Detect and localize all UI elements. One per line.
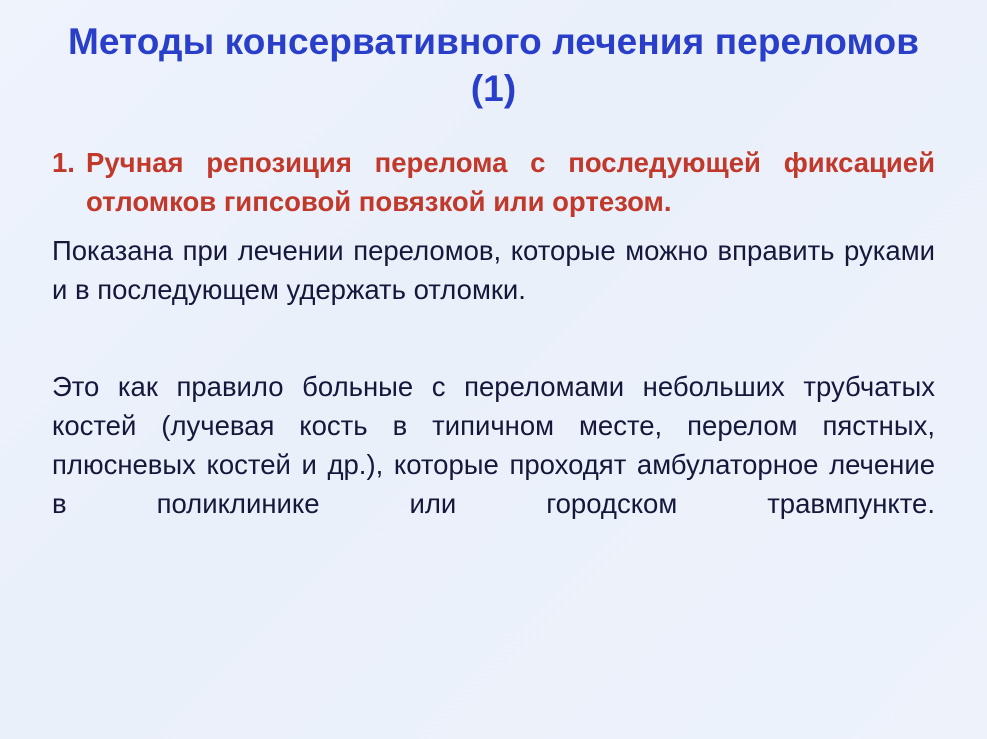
slide-body	[0, 113, 987, 562]
list-item-text: Ручная репозиция перелома с последующей фиксацией отломков гипсовой повязкой или ортезом.	[86, 146, 935, 217]
list-item-number: 1.	[52, 146, 75, 178]
body-paragraph-2: Это как правило больные с переломами небольших трубчатых костей (лучевая кость в типичном месте, перелом пястных, плюсневых костей и др.), которые проходят амбулаторное лечение в поликлинике или городском травмпункте.	[52, 370, 935, 520]
body-paragraph-1: Показана при лечении переломов, которые можно вправить руками и в последующем удержать отломки.	[52, 234, 935, 305]
numbered-list-item-1	[52, 143, 935, 221]
slide-title: Методы консервативного лечения переломов (1)	[67, 21, 920, 110]
